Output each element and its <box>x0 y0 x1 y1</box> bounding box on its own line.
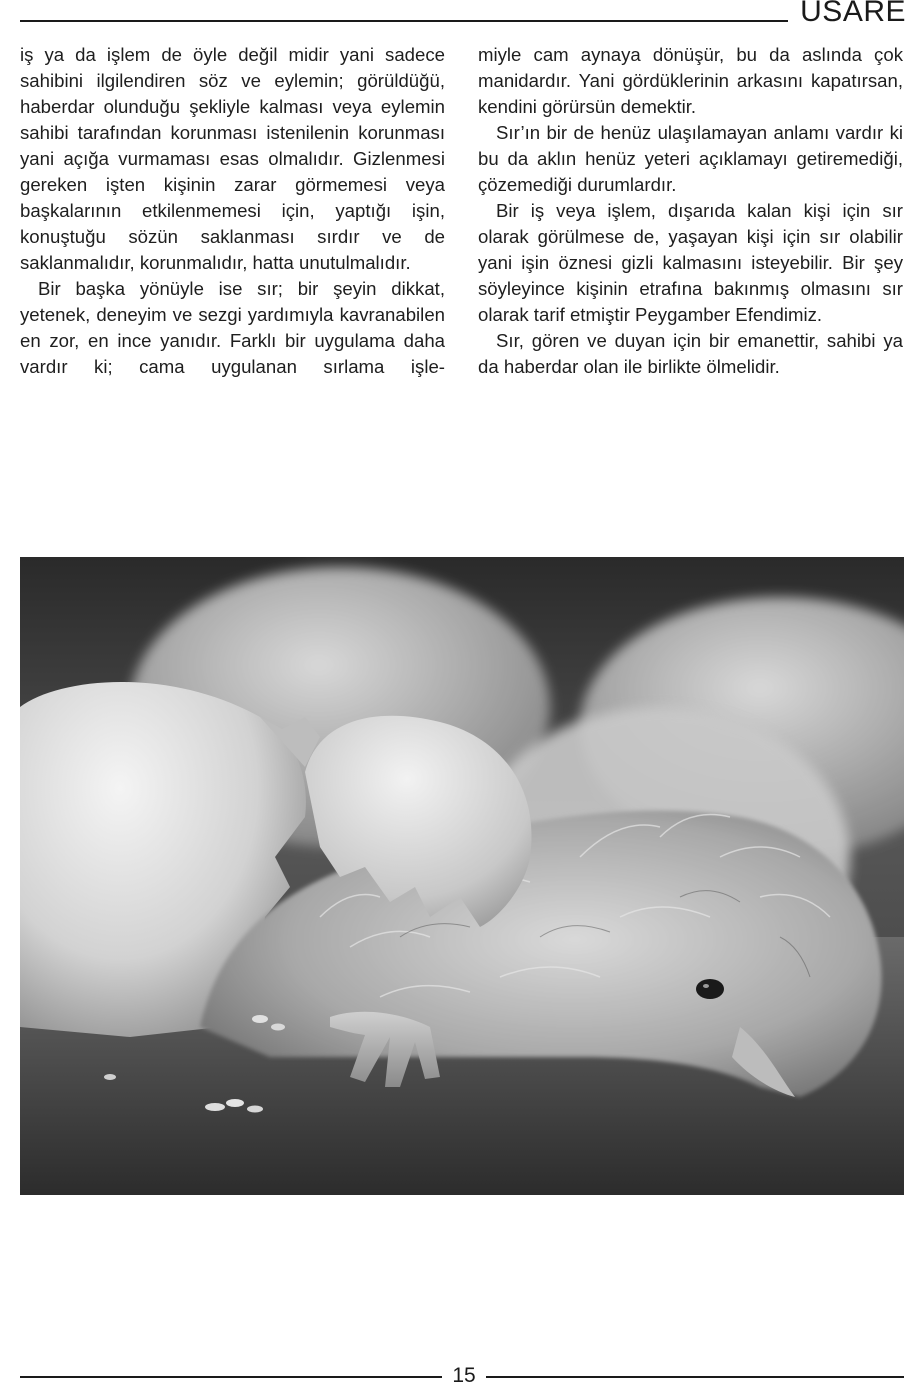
paragraph: iş ya da işlem de öyle değil midir yani sadece sahibini ilgilendiren söz ve eylemin; görüldüğü, haberdar olunduğu şekliyle kalması veya eylemin sahibi tarafından korunması istenilenin korunması yani açığa vurmaması esas olmalıdır. Gizlenmesi gereken işten kişinin zarar görmemesi veya başkalarının etkilenmemesi için, yaptığı işin, konuştuğu sözün saklanması sırdır ve de saklanmalıdır, korunmalıdır, hatta unutulmalıdır. <box>20 44 445 273</box>
paragraph: Sır, gören ve duyan için bir emanettir, sahibi ya da haberdar olan ile birlikte ölmelidir. <box>478 330 903 377</box>
header-rule <box>20 20 788 22</box>
right-text-column <box>478 42 903 380</box>
page-number: 15 <box>452 1364 476 1387</box>
page-header <box>20 0 906 30</box>
paragraph: Bir başka yönüyle ise sır; bir şeyin dikkat, yetenek, deneyim ve sezgi yardımıyla kavranabilen en zor, en ince yanıdır. Farklı bir uygulama daha vardır ki; cama uygulanan sırlama işle- <box>20 278 445 377</box>
hatching-chick-photo <box>20 557 904 1195</box>
magazine-title: USARE <box>800 0 906 28</box>
left-text-column <box>20 42 445 380</box>
footer-rule-right <box>486 1376 904 1378</box>
page-footer <box>20 1362 904 1392</box>
paragraph: miyle cam aynaya dönüşür, bu da aslında çok manidardır. Yani gördüklerinin arkasını kapatırsan, kendini görürsün demektir. <box>478 44 903 117</box>
footer-rule-left <box>20 1376 442 1378</box>
paragraph: Sır’ın bir de henüz ulaşılamayan anlamı vardır ki bu da aklın henüz yeteri açıklamayı getiremediği, çözemediği durumlardır. <box>478 122 903 195</box>
paragraph: Bir iş veya işlem, dışarıda kalan kişi için sır olarak görülmese de, yaşayan kişi için sır olabilir yani işin öznesi gizli kalmasını isteyebilir. Bir şey söyleyince kişinin etrafına bakınmış olmasını sır olarak tarif etmiştir Peygamber Efendimiz. <box>478 200 903 325</box>
